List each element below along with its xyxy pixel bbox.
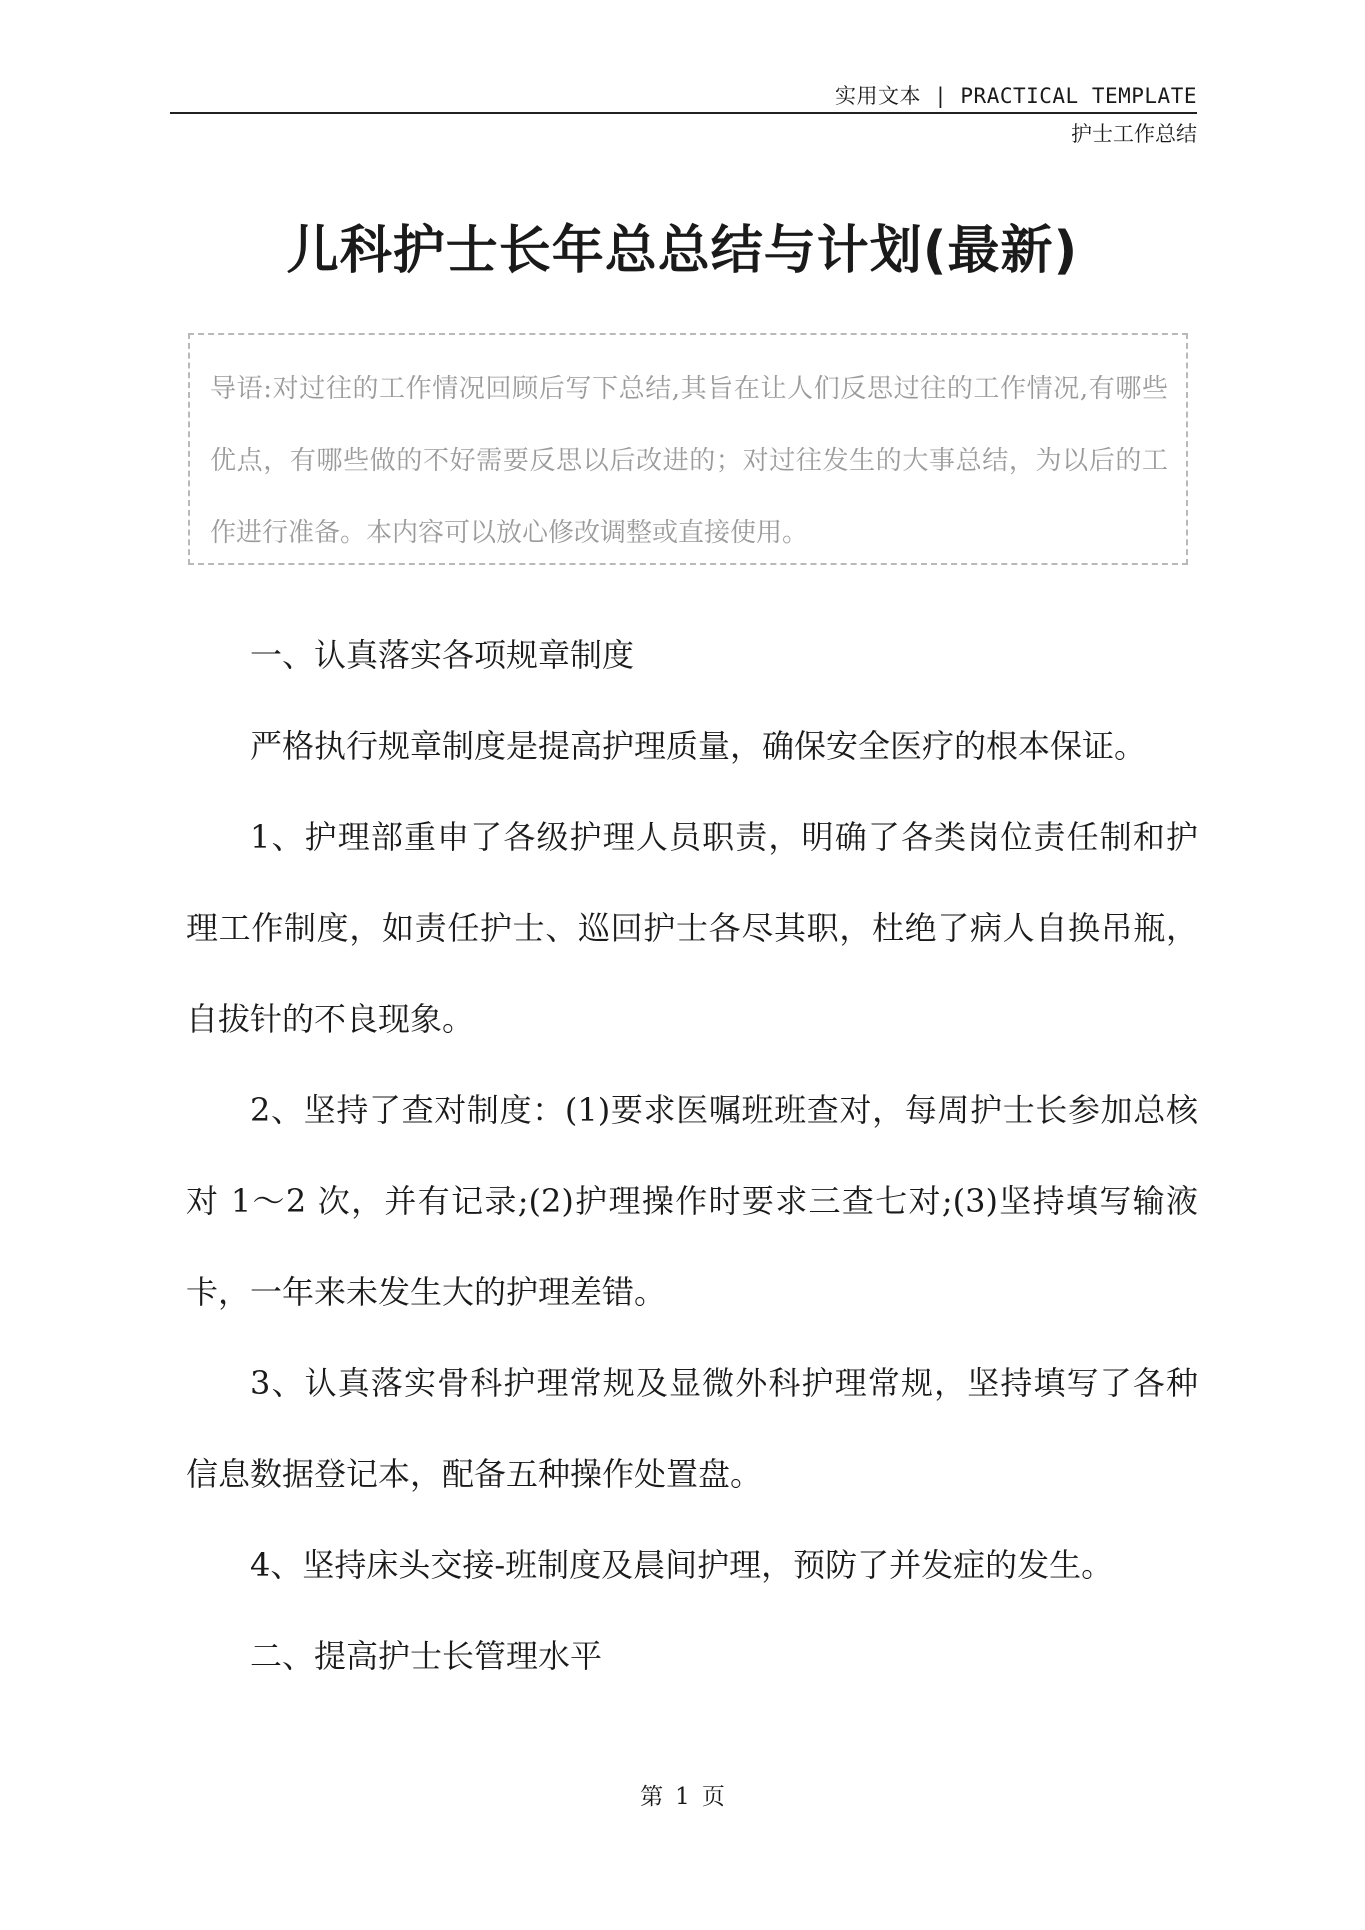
header-category: 护士工作总结 <box>1071 122 1197 146</box>
paragraph: 严格执行规章制度是提高护理质量，确保安全医疗的根本保证。 <box>250 727 1147 765</box>
paragraph: 2、坚持了查对制度：(1)要求医嘱班班查对，每周护士长参加总核对 1～2 次，并有记录;(2)护理操作时要求三查七对;(3)坚持填写输液卡，一年来未发生大的护理差错。 <box>186 1091 1198 1311</box>
header-label: 实用文本 | PRACTICAL TEMPLATE <box>834 84 1197 108</box>
paragraph: 1、护理部重申了各级护理人员职责，明确了各类岗位责任制和护理工作制度，如责任护士、巡回护士各尽其职，杜绝了病人自换吊瓶，自拔针的不良现象。 <box>186 818 1198 1038</box>
page-number: 1 <box>675 1784 690 1810</box>
page-footer <box>0 1778 1365 1811</box>
section-heading-2: 二、提高护士长管理水平 <box>250 1637 603 1675</box>
paragraph: 3、认真落实骨科护理常规及显微外科护理常规，坚持填写了各种信息数据登记本，配备五种操作处置盘。 <box>186 1364 1198 1493</box>
page-number-suffix: 页 <box>701 1784 725 1810</box>
document-title: 儿科护士长年总总结与计划(最新) <box>286 221 1079 281</box>
intro-box: 导语:对过往的工作情况回顾后写下总结,其旨在让人们反思过往的工作情况,有哪些优点，有哪些做的不好需要反思以后改进的；对过往发生的大事总结，为以后的工作进行准备。本内容可以放心修改调整或直接使用。 <box>188 333 1188 565</box>
document-body <box>186 610 1198 1702</box>
paragraph: 4、坚持床头交接-班制度及晨间护理，预防了并发症的发生。 <box>250 1546 1114 1584</box>
section-heading-1: 一、认真落实各项规章制度 <box>250 636 635 674</box>
page-header <box>170 78 1197 114</box>
page-number-prefix: 第 <box>640 1784 664 1810</box>
